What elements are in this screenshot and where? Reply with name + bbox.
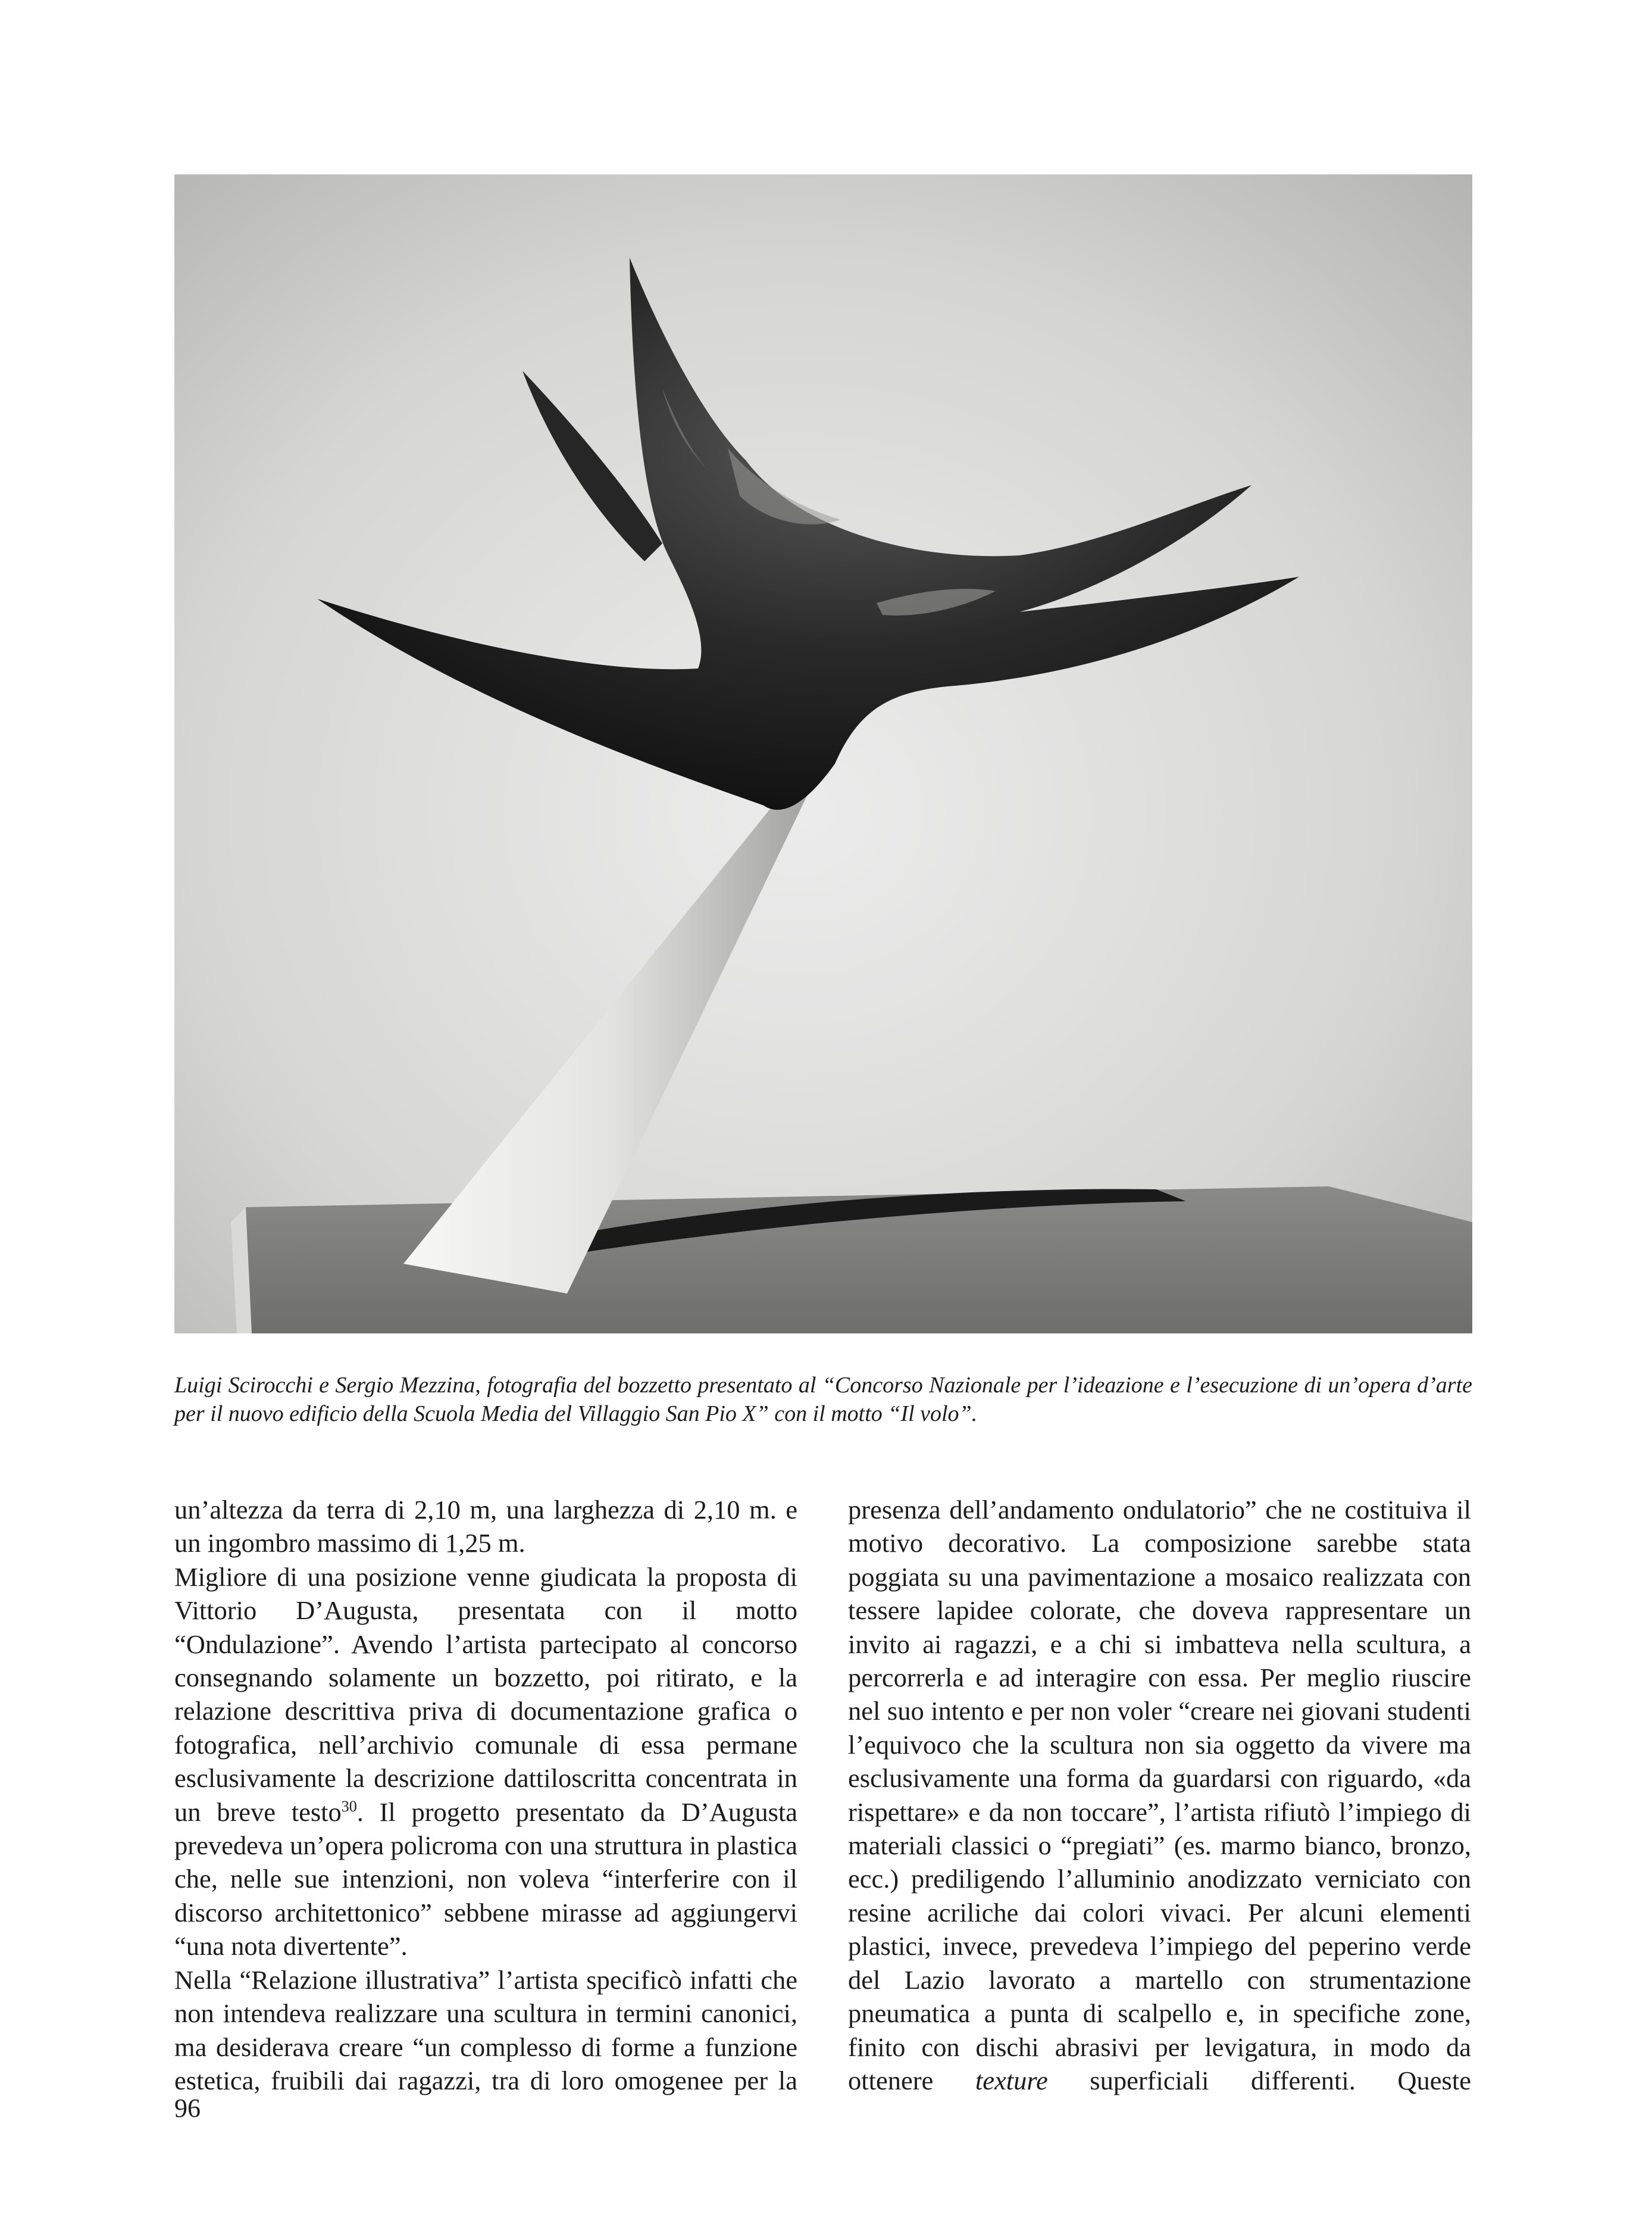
paragraph: un’altezza da terra di 2,10 m, una larghezza di 2,10 m. e un ingombro massimo di 1,25 m. bbox=[174, 1495, 797, 1558]
paragraph-text: superficiali differenti. Queste bbox=[1047, 2065, 1471, 2095]
body-column-right bbox=[848, 1493, 1471, 2097]
paragraph-text: presenza dell’andamento ondulatorio” che ne costituiva il motivo decorativo. La composizione sarebbe stata poggiata su una pavimentazione a mosaico realizzata con tessere lapidee colorate, che doveva rappresentare un invito ai ragazzi, e a chi si imbatteva nella scultura, a percorrerla e ad interagire con essa. Per meglio riuscire nel suo intento e per non voler “creare nei giovani studenti l’equivoco che la scultura non sia oggetto da vivere ma esclusivamente una forma da guardarsi con riguardo, «da rispettare» e da non toccare”, l’artista rifiutò l’impiego di materiali classici o “pregiati” (es. marmo bianco, bronzo, ecc.) prediligendo l’alluminio anodizzato verniciato con resine acriliche dai colori vivaci. Per alcuni elementi plastici, invece, prevedeva l’impiego del peperino verde del Lazio lavorato a martello con strumentazione pneumatica a punta di scalpello e, in specifiche zone, finito con dischi abrasivi per levigatura, in modo da ottenere bbox=[848, 1495, 1471, 2095]
sculpture-photo-illustration bbox=[174, 174, 1472, 1333]
body-column-left bbox=[174, 1493, 797, 2097]
paragraph-text: Migliore di una posizione venne giudicata la proposta di Vittorio D’Augusta, presentata con il motto “Ondulazione”. Avendo l’artista partecipato al concorso consegnando solamente un bozzetto, poi ritirato, e la relazione descrittiva priva di documentazione grafica o fotografica, nell’archivio comunale di essa permane esclusivamente la descrizione dattiloscritta concentrata in un breve testo bbox=[174, 1561, 797, 1827]
page-number: 96 bbox=[174, 2094, 201, 2123]
sculpture-photo bbox=[174, 174, 1472, 1333]
paragraph: Nella “Relazione illustrativa” l’artista specificò infatti che non intendeva realizzare una scultura in termini canonici, ma desiderava creare “un complesso di forme a funzione estetica, fruibili dai ragazzi, tra di loro omogenee per la bbox=[174, 1964, 797, 2095]
footnote-reference: 30 bbox=[341, 1797, 357, 1815]
figure-caption: Luigi Scirocchi e Sergio Mezzina, fotografia del bozzetto presentato al “Concorso Nazionale per l’ideazione e l’esecuzione di un’opera d’arte per il nuovo edificio della Scuola Media del Villaggio San Pio X” con il motto “Il volo”. bbox=[174, 1373, 1472, 1426]
paragraph bbox=[848, 1493, 1471, 2097]
paragraph bbox=[174, 1560, 797, 1963]
italic-term: texture bbox=[975, 2065, 1048, 2095]
paragraph-text: . Il progetto presentato da D’Augusta prevedeva un’opera policroma con una struttura in plastica che, nelle sue intenzioni, non voleva “interferire con il discorso architettonico” sebbene mirasse ad aggiungervi “una nota divertente”. bbox=[174, 1797, 797, 1961]
